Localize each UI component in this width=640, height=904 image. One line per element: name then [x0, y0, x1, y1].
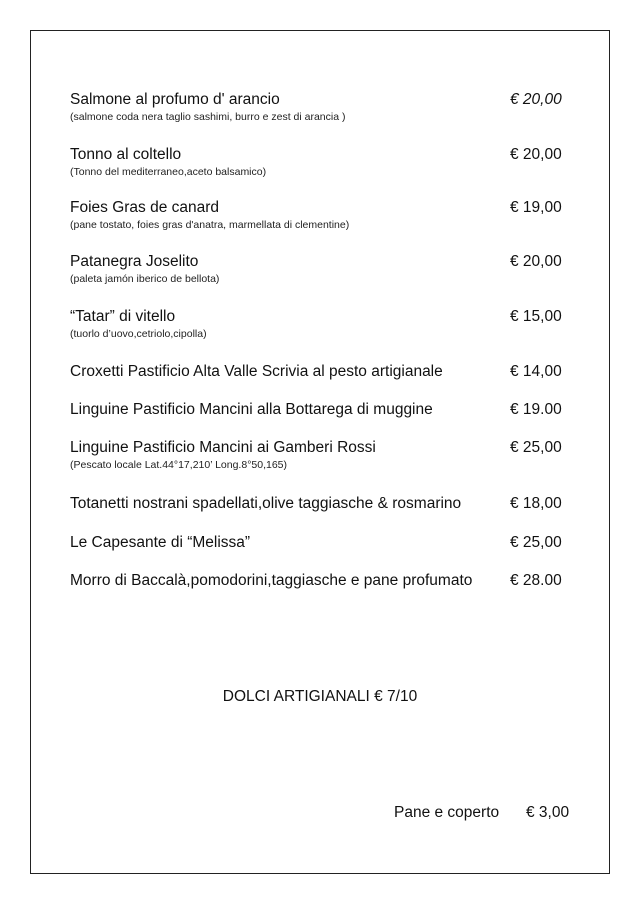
item-name: Totanetti nostrani spadellati,olive taggiasche & rosmarino	[70, 495, 462, 512]
menu-item-foies-gras	[70, 198, 570, 232]
desserts-line: DOLCI ARTIGIANALI € 7/10	[222, 688, 418, 705]
item-name: Foies Gras de canard	[70, 199, 220, 216]
menu-item-salmone	[70, 90, 570, 124]
item-price: € 25,00	[510, 534, 562, 551]
item-name: Patanegra Joselito	[70, 253, 199, 270]
item-price: € 20,00	[510, 146, 562, 163]
item-name: Croxetti Pastificio Alta Valle Scrivia al pesto artigianale	[70, 363, 443, 380]
item-price: € 15,00	[510, 308, 562, 325]
cover-charge-price: € 3,00	[526, 804, 570, 821]
item-description: (tuorlo d’uovo,cetriolo,cipolla)	[70, 328, 207, 340]
menu-item-morro-baccala	[70, 571, 570, 591]
item-price: € 25,00	[510, 439, 562, 456]
item-price: € 14,00	[510, 363, 562, 380]
item-description: (pane tostato, foies gras d'anatra, marmellata di clementine)	[70, 219, 350, 231]
menu-item-totanetti	[70, 494, 570, 514]
item-description: (paleta jamón iberico de bellota)	[70, 273, 220, 285]
item-name: Tonno al coltello	[70, 146, 182, 163]
item-name: Salmone al profumo d' arancio	[70, 91, 280, 108]
menu-item-linguine-bottarega	[70, 400, 570, 420]
menu-item-capesante	[70, 533, 570, 553]
item-price: € 20,00	[510, 253, 562, 270]
cover-charge-label: Pane e coperto	[394, 804, 500, 821]
item-price: € 18,00	[510, 495, 562, 512]
item-name: “Tatar” di vitello	[70, 308, 176, 325]
item-price: € 19,00	[510, 199, 562, 216]
item-description: (Pescato locale Lat.44°17,210’ Long.8°50,165)	[70, 459, 287, 471]
menu-item-linguine-gamberi	[70, 438, 570, 472]
item-name: Morro di Baccalà,pomodorini,taggiasche e pane profumato	[70, 572, 473, 589]
item-description: (salmone coda nera taglio sashimi, burro e zest di arancia )	[70, 111, 346, 123]
menu-item-tatar	[70, 307, 570, 341]
item-price: € 28.00	[510, 572, 562, 589]
item-description: (Tonno del mediterraneo,aceto balsamico)	[70, 166, 267, 178]
item-name: Linguine Pastificio Mancini alla Bottarega di muggine	[70, 401, 433, 418]
item-name: Linguine Pastificio Mancini ai Gamberi Rossi	[70, 439, 376, 456]
menu-item-croxetti	[70, 362, 570, 382]
menu-item-tonno	[70, 145, 570, 179]
item-price: € 20,00	[510, 91, 562, 108]
menu-item-patanegra	[70, 252, 570, 286]
item-name: Le Capesante di “Melissa”	[70, 534, 251, 551]
item-price: € 19.00	[510, 401, 562, 418]
